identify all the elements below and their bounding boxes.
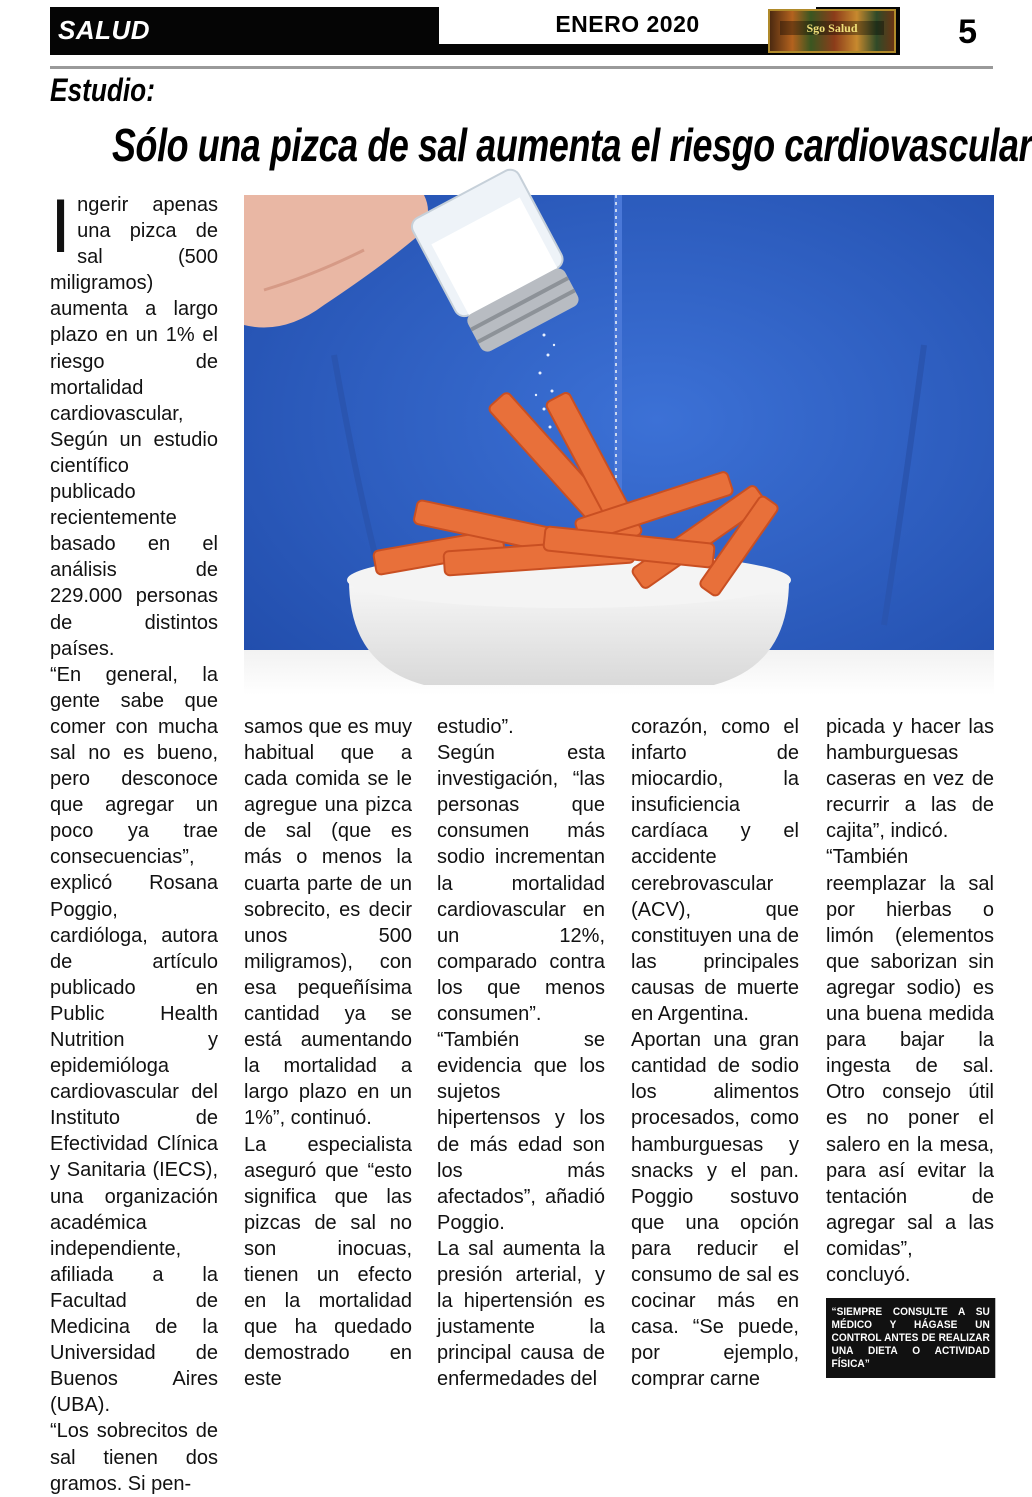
section-label: SALUD	[58, 15, 151, 45]
publication-logo	[768, 9, 896, 53]
page-number: 5	[900, 7, 993, 55]
logo-text: Sgo Salud	[780, 21, 884, 35]
paragraph: picada y hacer las hamburguesas caseras en vez de recurrir a las de cajita”, indicó.	[826, 716, 994, 843]
article-headline: Sólo una pizca de sal aumenta el riesgo cardiovascular	[112, 119, 1032, 171]
text-column-4	[631, 714, 799, 1392]
paragraph: “Los sobrecitos de sal tienen dos gramos. Si pen-	[50, 1420, 218, 1495]
article-kicker: Estudio:	[50, 72, 155, 108]
text-column-5	[826, 714, 994, 1288]
paragraph: “También reemplazar la sal por hierbas o limón (elementos que saborizan sin agregar sodio) es una buena medida para bajar la ingesta de sal. Otro consejo útil es no poner el salero en la mesa, para así evitar la tentación de agregar sal a las comidas”, concluyó.	[826, 846, 994, 1286]
header-rule	[50, 66, 993, 69]
salt-on-fries-illustration	[244, 195, 994, 695]
paragraph: “También se evidencia que los sujetos hipertensos y los de más edad son los más afectados”, añadió Poggio.	[437, 1029, 605, 1234]
text-column-2	[244, 714, 412, 1392]
text-column-3	[437, 714, 605, 1392]
issue-date: ENERO 2020	[439, 7, 816, 44]
health-notice-box: “SIEMPRE CONSULTE A SU MÉDICO Y HÁGASE UN CONTROL ANTES DE REALIZAR UNA DIETA O ACTIVIDAD FÍSICA”	[826, 1298, 995, 1378]
paragraph: ngerir apenas una pizca de sal (500 miligramos) aumenta a largo plazo en un 1% el riesgo de mortalidad cardiovascular, Según un estudio científico publicado recientemente basado en el análisis de 229.000 personas de distintos países.	[50, 194, 218, 660]
article-photo	[244, 195, 994, 695]
text-column-1	[50, 184, 218, 1497]
page-header	[50, 7, 993, 55]
paragraph: Según esta investigación, “las personas que consumen más sodio incrementan la mortalidad cardiovascular en un 12%, comparado contra los que menos consumen”.	[437, 742, 605, 1026]
paragraph: Aportan una gran cantidad de sodio los alimentos procesados, como hamburguesas y snacks y el pan. Poggio sostuvo que una opción para reducir el consumo de sal es cocinar más en casa. “Se puede, por ejemplo, comprar carne	[631, 1029, 799, 1391]
paragraph: “En general, la gente sabe que comer con mucha sal no es bueno, pero desconoce que agregar un poco ya trae consecuencias”, explicó Rosana Poggio, cardióloga, autora de artículo publicado en Public Health Nutrition y epidemióloga cardiovascular del Instituto de Efectividad Clínica y Sanitaria (IECS), una organización académica independiente, afiliada a la Facultad de Medicina de la Universidad de Buenos Aires (UBA).	[50, 663, 218, 1417]
paragraph: corazón, como el infarto de miocardio, la insuficiencia cardíaca y el accidente cerebrovascular (ACV), que constituyen una de las principales causas de muerte en Argentina.	[631, 716, 799, 1026]
paragraph: samos que es muy habitual que a cada comida se le agregue una pizca de sal (que es más o menos la cuarta parte de un sobrecito, es decir unos 500 miligramos), con esa pequeñísima cantidad ya se está aumentando la mortalidad a largo plazo en un 1%”, continuó.	[244, 716, 412, 1130]
paragraph: estudio”.	[437, 716, 514, 738]
paragraph: La sal aumenta la presión arterial, y la hipertensión es justamente la principal causa de enfermedades del	[437, 1237, 605, 1391]
paragraph: La especialista aseguró que “esto significa que las pizcas de sal no son inocuas, tienen un efecto en la mortalidad que ha quedado demostrado en este	[244, 1133, 412, 1391]
drop-cap: I	[50, 184, 72, 269]
